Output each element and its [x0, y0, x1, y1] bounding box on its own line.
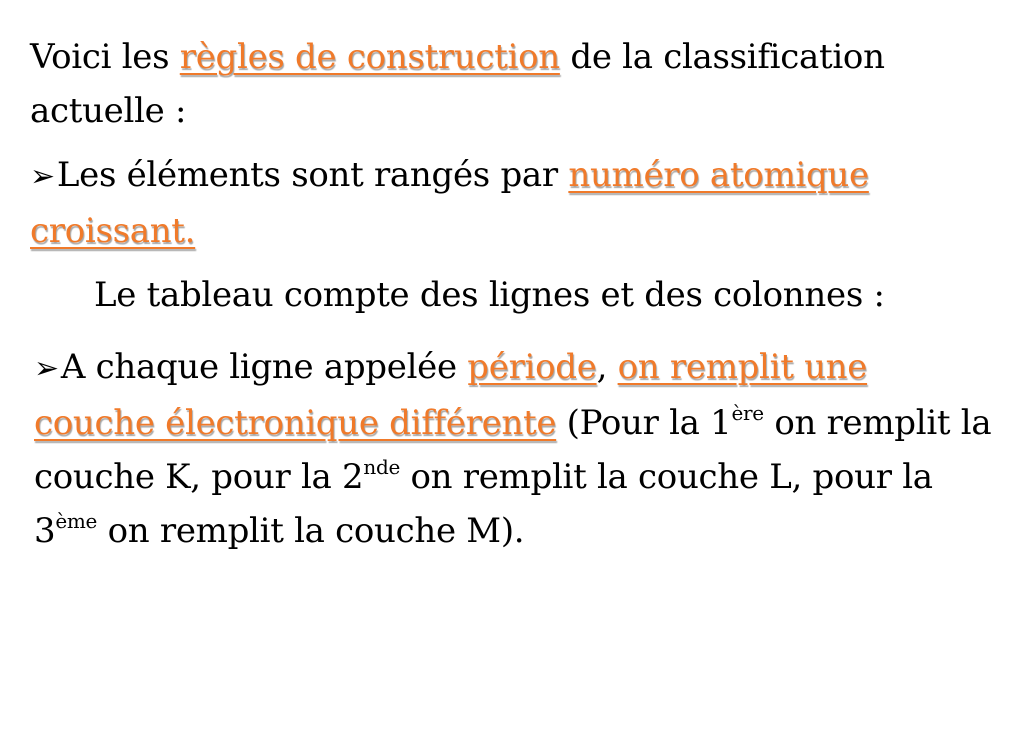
intro-paragraph: [30, 30, 990, 138]
rule2-mid2: on remplit la couche L, pour la 3: [34, 457, 933, 551]
tableau-text: Le tableau compte des lignes et des colonnes :: [94, 275, 885, 315]
superscript-1: ère: [731, 400, 764, 425]
rule1-bullet-paragraph: [30, 148, 990, 258]
rule2-bullet-paragraph: [34, 340, 994, 558]
rule2-highlight-couche: on remplit une couche électronique différente: [34, 347, 868, 443]
superscript-3: ème: [55, 508, 98, 533]
rule2-end: on remplit la couche M).: [97, 511, 525, 551]
rule2-highlight-periode: période: [467, 347, 597, 387]
rule2-mid1: on remplit la couche K, pour la 2: [34, 403, 992, 497]
intro-highlight: règles de construction: [179, 37, 560, 77]
intro-text-before: Voici les: [30, 37, 180, 77]
superscript-2: nde: [363, 454, 400, 479]
arrowhead-bullet-icon: ➢: [34, 351, 59, 386]
rule1-highlight: numéro atomique croissant.: [30, 155, 869, 251]
tableau-paragraph: [94, 268, 994, 322]
rule2-separator: ,: [596, 347, 618, 387]
rule1-text-before: Les éléments sont rangés par: [56, 155, 569, 195]
arrowhead-bullet-icon: ➢: [30, 159, 55, 194]
rule2-text-before: A chaque ligne appelée: [60, 347, 468, 387]
intro-text-after: de la classification actuelle :: [30, 37, 885, 131]
rule2-paren-open: (Pour la 1: [556, 403, 732, 443]
